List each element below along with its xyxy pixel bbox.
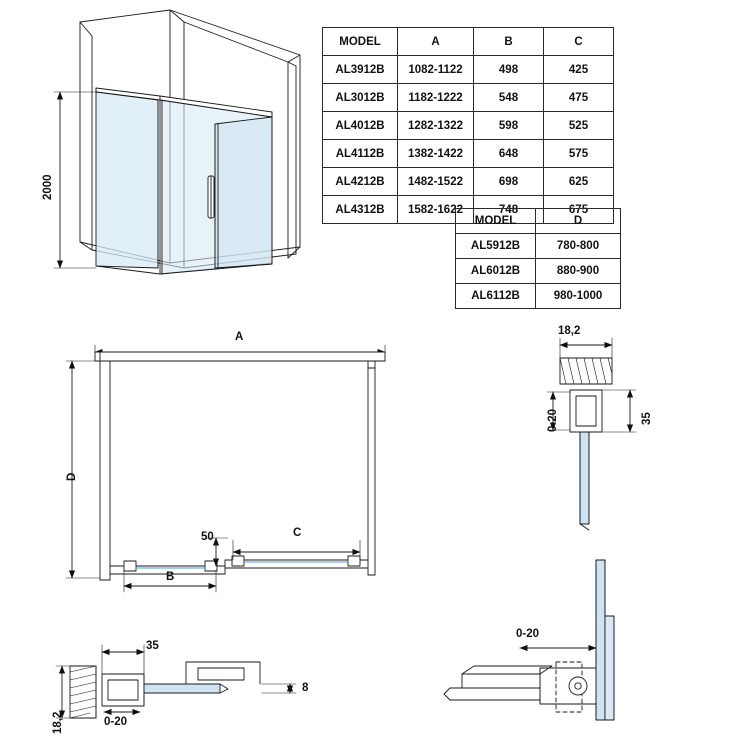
table-cell: AL3912B (323, 56, 398, 84)
table-cell: 780-800 (536, 234, 621, 259)
table-row (323, 140, 614, 168)
table-cell: 648 (474, 140, 544, 168)
roller-carriage-detail (444, 560, 614, 720)
detail-bl-182-label: 18,2 (52, 711, 64, 734)
table-cell: 675 (544, 196, 614, 224)
table-header-cell: D (536, 209, 621, 234)
plan-dimension-50-label: 50 (201, 531, 214, 543)
table-row (456, 259, 621, 284)
table-cell: 548 (474, 84, 544, 112)
table-cell: AL6012B (456, 259, 536, 284)
table-cell: AL4212B (323, 168, 398, 196)
plan-dimension-a-label: A (235, 331, 244, 343)
iso-height-dimension-label: 2000 (42, 174, 54, 200)
isometric-shower-enclosure-view (54, 10, 300, 274)
table-cell: 1082-1122 (398, 56, 474, 84)
table-header-row (456, 209, 621, 234)
table-header-cell: B (474, 28, 544, 56)
table-cell: 525 (544, 112, 614, 140)
table-row (456, 234, 621, 259)
table-cell: 980-1000 (536, 284, 621, 309)
table-header-cell: C (544, 28, 614, 56)
detail-br-glass-label: 0-20 (516, 628, 540, 640)
table-cell: 498 (474, 56, 544, 84)
table-cell: AL6112B (456, 284, 536, 309)
table-cell: 475 (544, 84, 614, 112)
table-cell: 575 (544, 140, 614, 168)
table-row (323, 56, 614, 84)
wall-profile-detail-top-right (547, 338, 636, 530)
table-header-cell: A (398, 28, 474, 56)
table-cell: 1482-1522 (398, 168, 474, 196)
plan-dimension-b-label: B (166, 571, 175, 583)
detail-bl-8-label: 8 (302, 682, 309, 694)
table-cell: AL3012B (323, 84, 398, 112)
table-row (323, 168, 614, 196)
detail-bl-35-label: 35 (146, 640, 159, 652)
table-cell: 880-900 (536, 259, 621, 284)
table-row (456, 284, 621, 309)
table-header-row (323, 28, 614, 56)
table-cell: 425 (544, 56, 614, 84)
detail-tr-width-label: 18,2 (558, 325, 581, 337)
table-header-cell: MODEL (456, 209, 536, 234)
table-row (323, 112, 614, 140)
table-cell: 625 (544, 168, 614, 196)
table-cell: 1582-1622 (398, 196, 474, 224)
table-cell: AL4312B (323, 196, 398, 224)
table-cell: 598 (474, 112, 544, 140)
table-cell: AL4112B (323, 140, 398, 168)
table-cell: 1282-1322 (398, 112, 474, 140)
detail-tr-depth-label: 35 (641, 412, 653, 425)
plan-dimension-d-label: D (66, 472, 78, 481)
table-header-cell: MODEL (323, 28, 398, 56)
detail-bl-glass-label: 0-20 (104, 716, 128, 728)
side-panel-dimension-table (455, 208, 621, 309)
table-row (323, 84, 614, 112)
table-cell: 1182-1222 (398, 84, 474, 112)
table-cell: 698 (474, 168, 544, 196)
table-cell: AL5912B (456, 234, 536, 259)
table-cell: 748 (474, 196, 544, 224)
table-cell: AL4012B (323, 112, 398, 140)
plan-dimension-c-label: C (293, 527, 302, 539)
plan-view (66, 345, 385, 592)
wall-profile-detail-bottom-left (56, 645, 296, 718)
table-cell: 1382-1422 (398, 140, 474, 168)
model-dimension-table (322, 27, 614, 224)
detail-tr-glass-label: 0-20 (547, 408, 559, 432)
